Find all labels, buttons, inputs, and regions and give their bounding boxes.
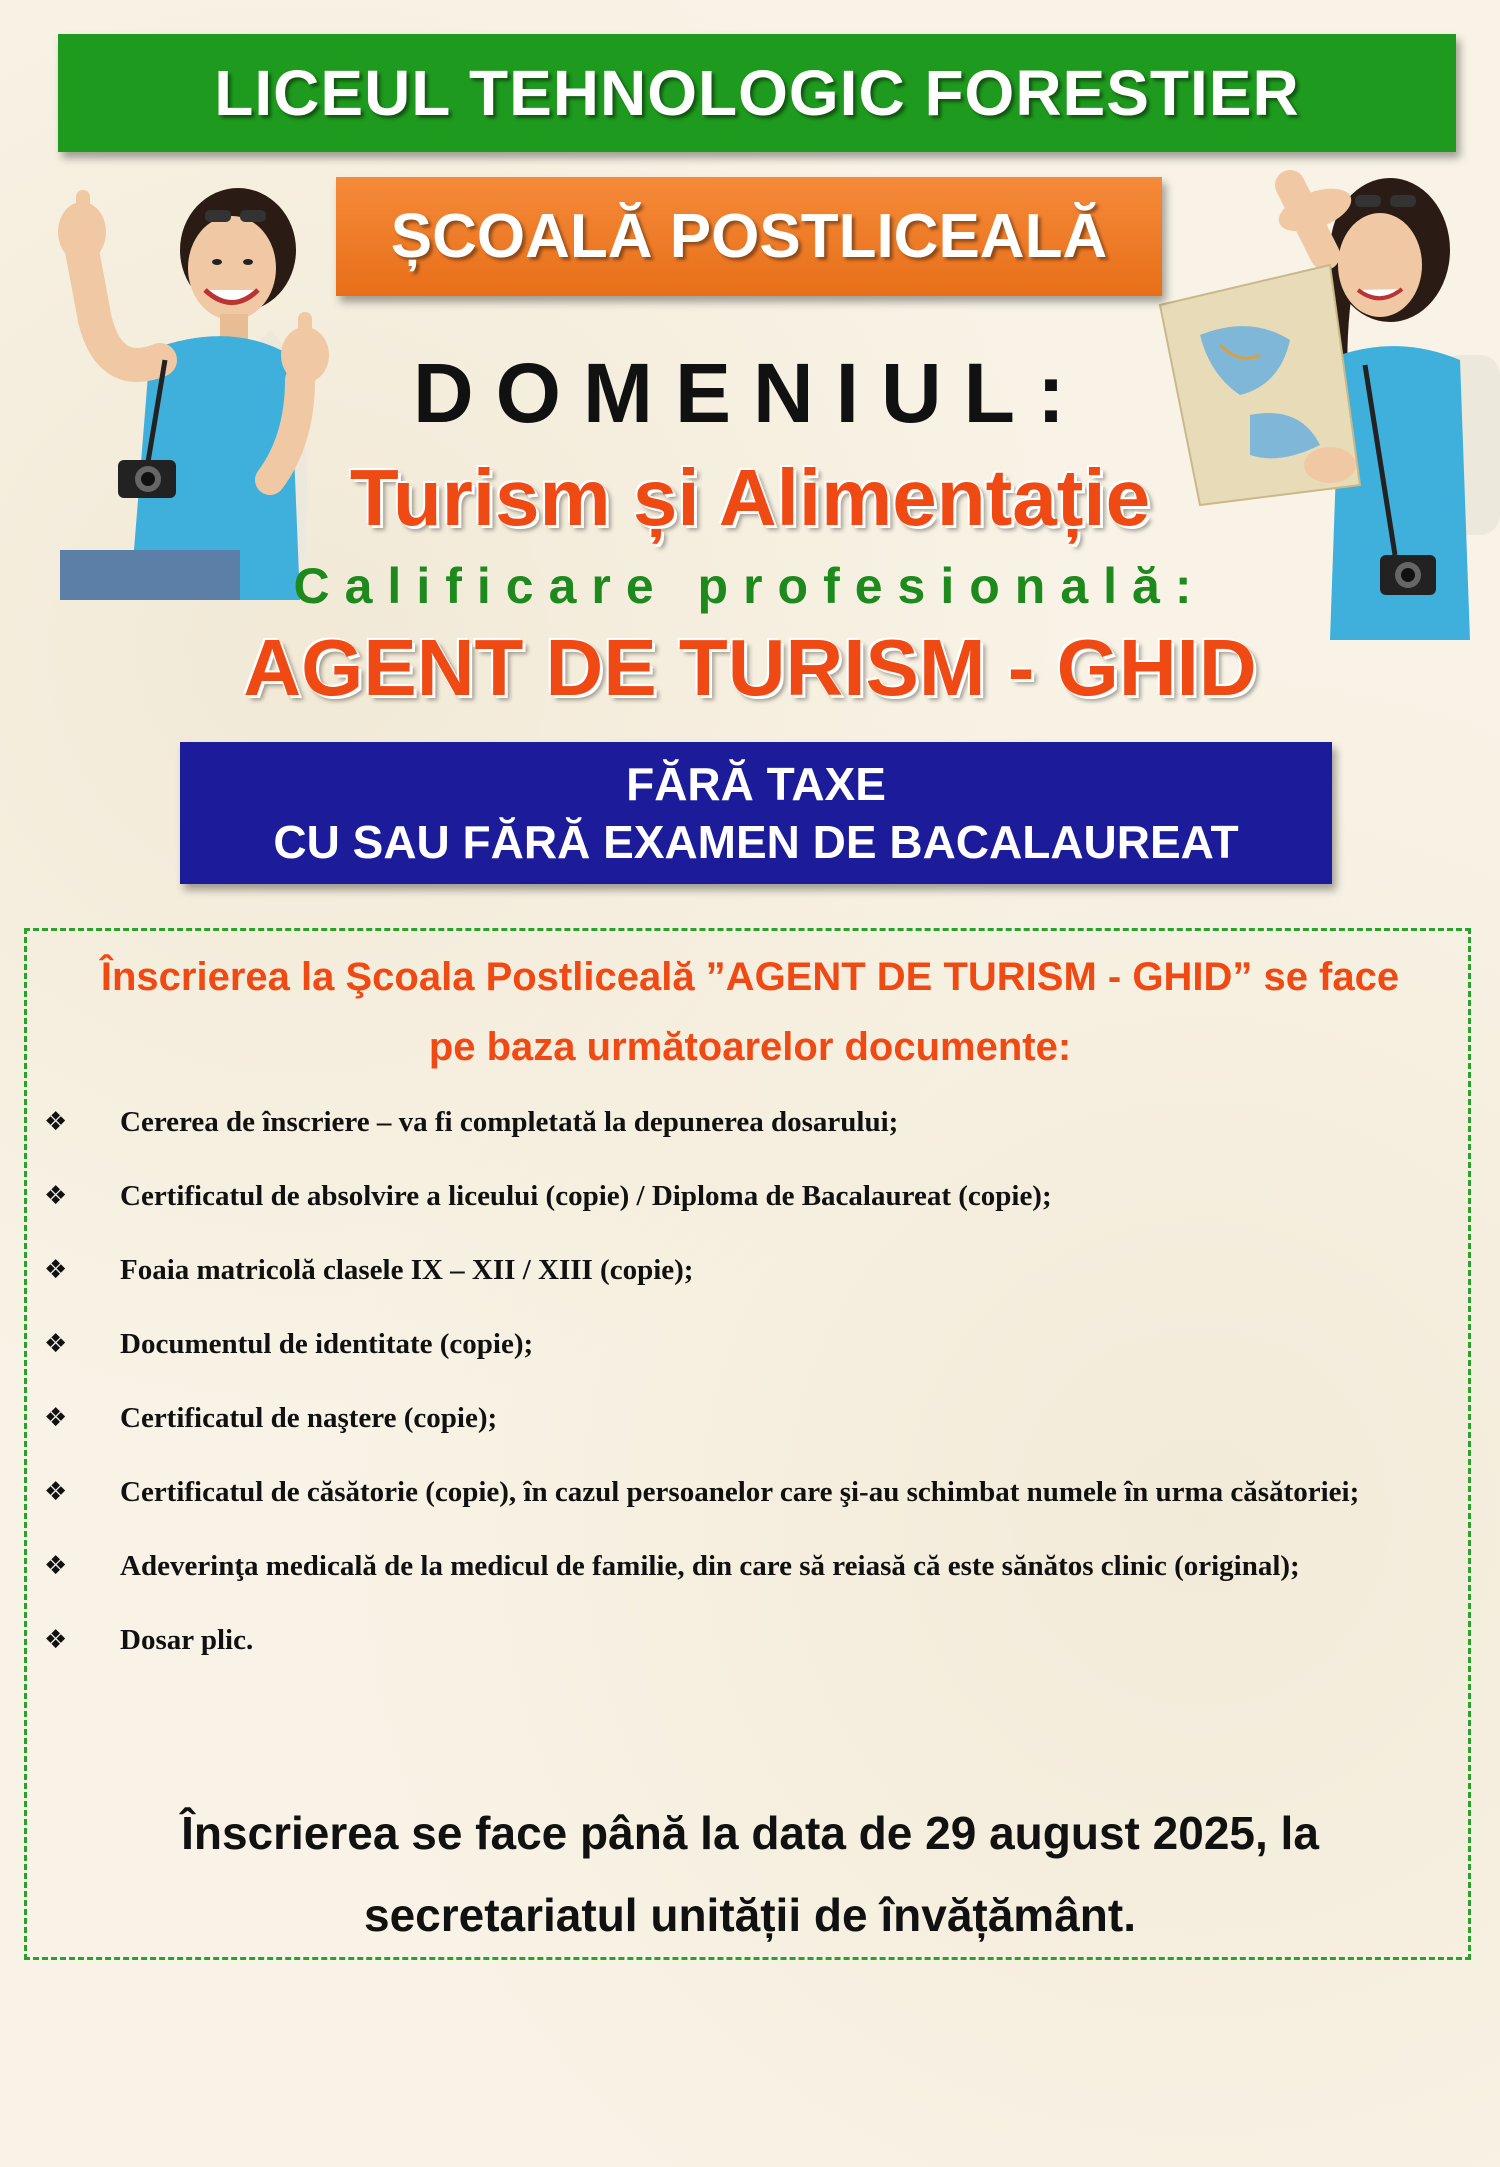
diamond-bullet-icon: ❖ xyxy=(44,1551,68,1581)
diamond-bullet-icon: ❖ xyxy=(44,1255,68,1285)
enrollment-deadline-line2: secretariatul unității de învățământ. xyxy=(363,1889,1136,1941)
list-item xyxy=(44,1396,1456,1440)
document-item-text: Cererea de înscriere – va fi completată la depunerea dosarului; xyxy=(120,1106,899,1138)
diamond-bullet-icon: ❖ xyxy=(44,1403,68,1433)
qualification-name: AGENT DE TURISM - GHID xyxy=(243,623,1257,712)
documents-heading xyxy=(40,942,1460,1082)
document-item-text: Certificatul de naştere (copie); xyxy=(120,1402,498,1434)
enrollment-deadline xyxy=(40,1792,1460,1956)
document-item-text: Foaia matricolă clasele IX – XII / XIII (copie); xyxy=(120,1254,694,1286)
document-item-text: Certificatul de absolvire a liceului (copie) / Diploma de Bacalaureat (copie); xyxy=(120,1180,1052,1212)
list-item xyxy=(44,1544,1456,1588)
list-item xyxy=(44,1174,1456,1218)
document-item-text: Certificatul de căsătorie (copie), în cazul persoanelor care şi-au schimbat numele în urma căsătoriei; xyxy=(120,1476,1360,1508)
notice-banner xyxy=(180,742,1332,884)
list-item xyxy=(44,1248,1456,1292)
document-item-text: Adeverinţa medicală de la medicul de familie, din care să reiasă că este sănătos clinic (original); xyxy=(120,1550,1300,1582)
domain-name: Turism și Alimentație xyxy=(349,453,1151,542)
notice-no-fees: FĂRĂ TAXE xyxy=(626,758,886,810)
list-item xyxy=(44,1470,1456,1514)
diamond-bullet-icon: ❖ xyxy=(44,1625,68,1655)
qualification-label: Calificare profesională: xyxy=(293,558,1207,614)
diamond-bullet-icon: ❖ xyxy=(44,1329,68,1359)
domain-label: DOMENIUL: xyxy=(413,346,1087,440)
notice-baccalaureate: CU SAU FĂRĂ EXAMEN DE BACALAUREAT xyxy=(273,816,1239,868)
document-item-text: Dosar plic. xyxy=(120,1624,254,1656)
enrollment-deadline-line1: Înscrierea se face până la data de 29 august 2025, la xyxy=(181,1807,1319,1859)
documents-list xyxy=(44,1100,1456,1662)
diamond-bullet-icon: ❖ xyxy=(44,1181,68,1211)
school-name: LICEUL TEHNOLOGIC FORESTIER xyxy=(214,57,1300,129)
school-type: ȘCOALĂ POSTLICEALĂ xyxy=(390,202,1108,271)
school-type-banner xyxy=(336,177,1162,296)
diamond-bullet-icon: ❖ xyxy=(44,1107,68,1137)
list-item xyxy=(44,1618,1456,1662)
document-item-text: Documentul de identitate (copie); xyxy=(120,1328,534,1360)
list-item xyxy=(44,1100,1456,1144)
list-item xyxy=(44,1322,1456,1366)
documents-heading-line2: pe baza următoarelor documente: xyxy=(428,1025,1072,1069)
documents-heading-line1: Înscrierea la Şcoala Postliceală ”AGENT DE TURISM - GHID” se face xyxy=(100,955,1400,999)
school-name-banner xyxy=(58,34,1456,152)
diamond-bullet-icon: ❖ xyxy=(44,1477,68,1507)
